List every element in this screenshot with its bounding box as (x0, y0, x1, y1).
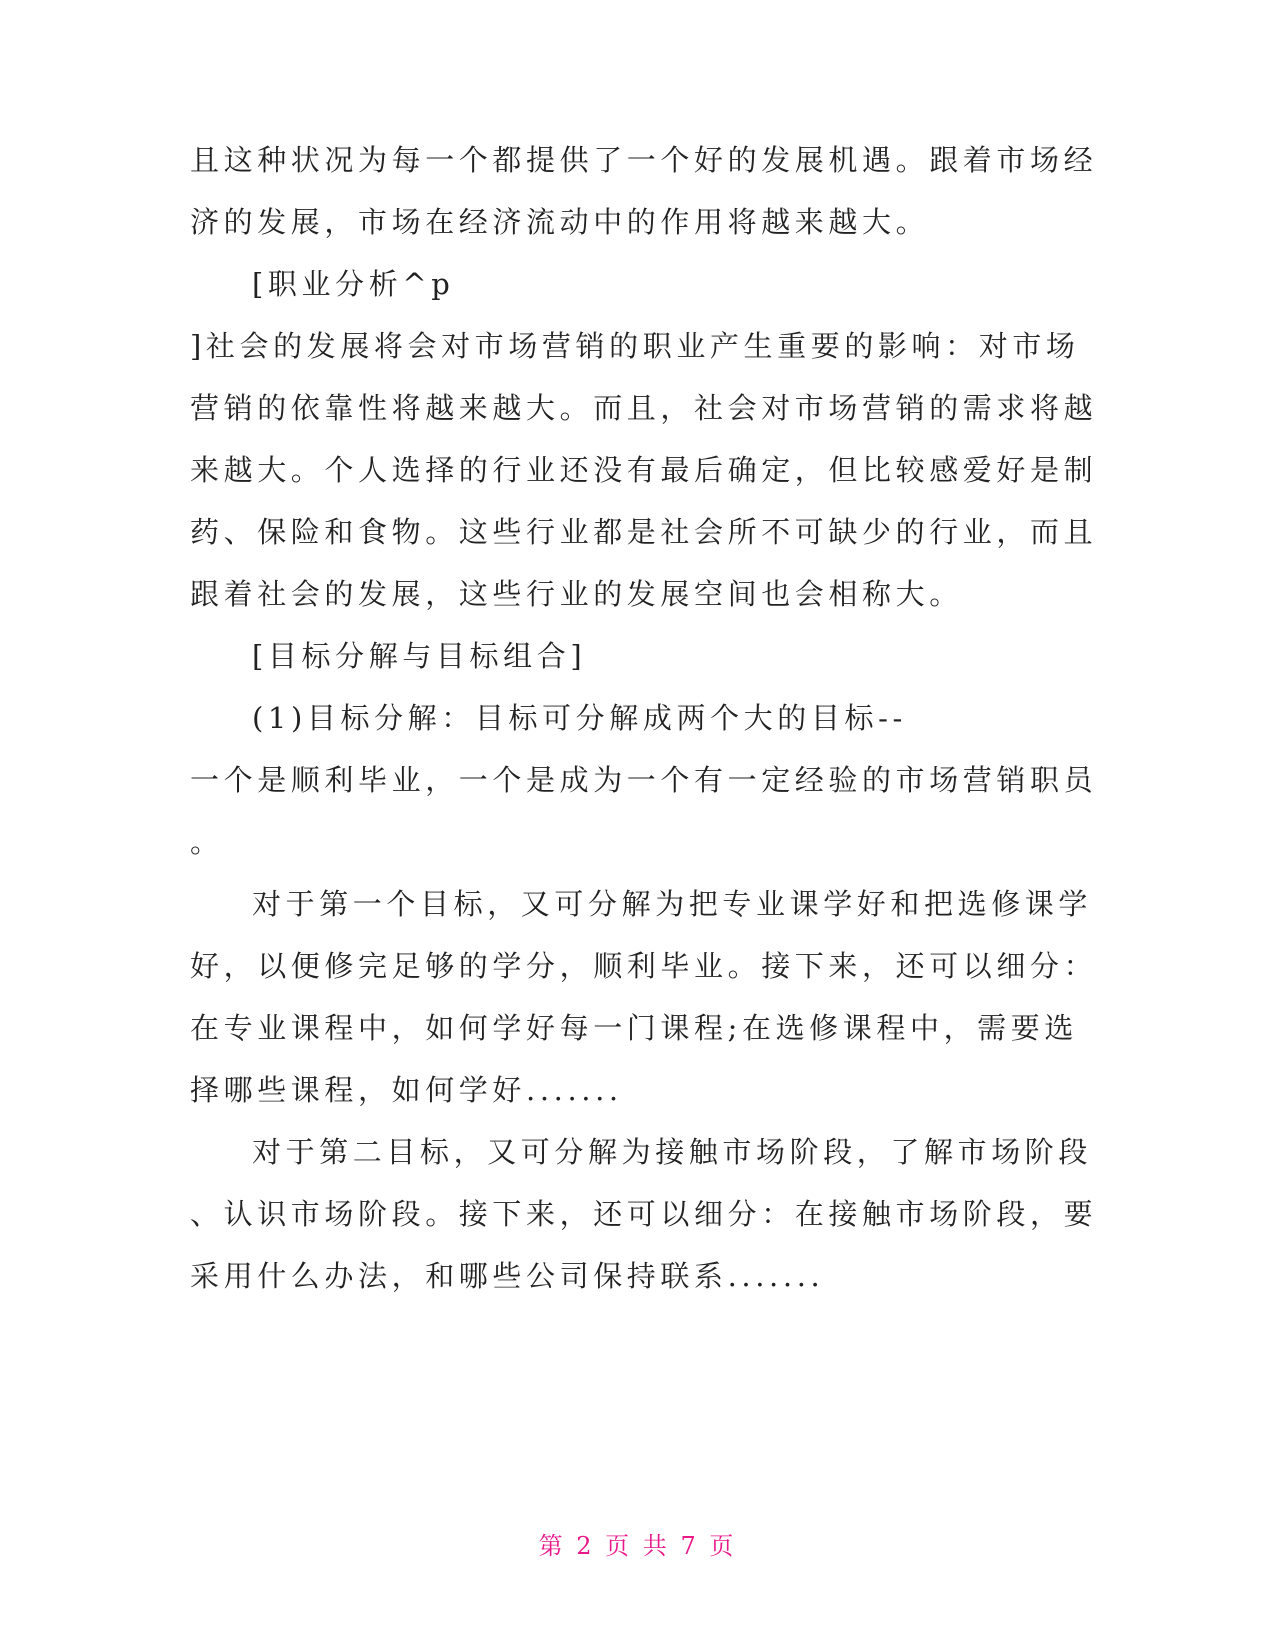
text-line: 好，以便修完足够的学分，顺利毕业。接下来，还可以细分： (190, 949, 1098, 983)
text-line: 济的发展，市场在经济流动中的作用将越来越大。 (190, 205, 930, 239)
page-number-footer: 第 2 页 共 7 页 (538, 1532, 737, 1560)
text-line: 、认识市场阶段。接下来，还可以细分：在接触市场阶段，要 (190, 1197, 1098, 1231)
text-line: 采用什么办法，和哪些公司保持联系....... (190, 1259, 825, 1293)
text-line: 在专业课程中，如何学好每一门课程;在选修课程中，需要选 (190, 1011, 1078, 1045)
text-line: 且这种状况为每一个都提供了一个好的发展机遇。跟着市场经 (190, 143, 1098, 177)
section-heading: [目标分解与目标组合] (252, 639, 587, 673)
text-line: 来越大。个人选择的行业还没有最后确定，但比较感爱好是制 (190, 453, 1098, 487)
text-line: 一个是顺利毕业，一个是成为一个有一定经验的市场营销职员 (190, 763, 1098, 797)
text-line: ]社会的发展将会对市场营销的职业产生重要的影响：对市场 (190, 329, 1080, 363)
text-line: 对于第一个目标，又可分解为把专业课学好和把选修课学 (252, 887, 1093, 921)
text-line: 营销的依靠性将越来越大。而且，社会对市场营销的需求将越 (190, 391, 1098, 425)
text-line: 跟着社会的发展，这些行业的发展空间也会相称大。 (190, 577, 963, 611)
text-line: (1)目标分解：目标可分解成两个大的目标-- (252, 701, 907, 735)
text-line: 药、保险和食物。这些行业都是社会所不可缺少的行业，而且 (190, 515, 1098, 549)
text-line: 对于第二目标，又可分解为接触市场阶段，了解市场阶段 (252, 1135, 1093, 1169)
text-line: 。 (190, 825, 224, 859)
text-line: 择哪些课程，如何学好....... (190, 1073, 623, 1107)
section-heading: [职业分析^p (252, 267, 455, 301)
